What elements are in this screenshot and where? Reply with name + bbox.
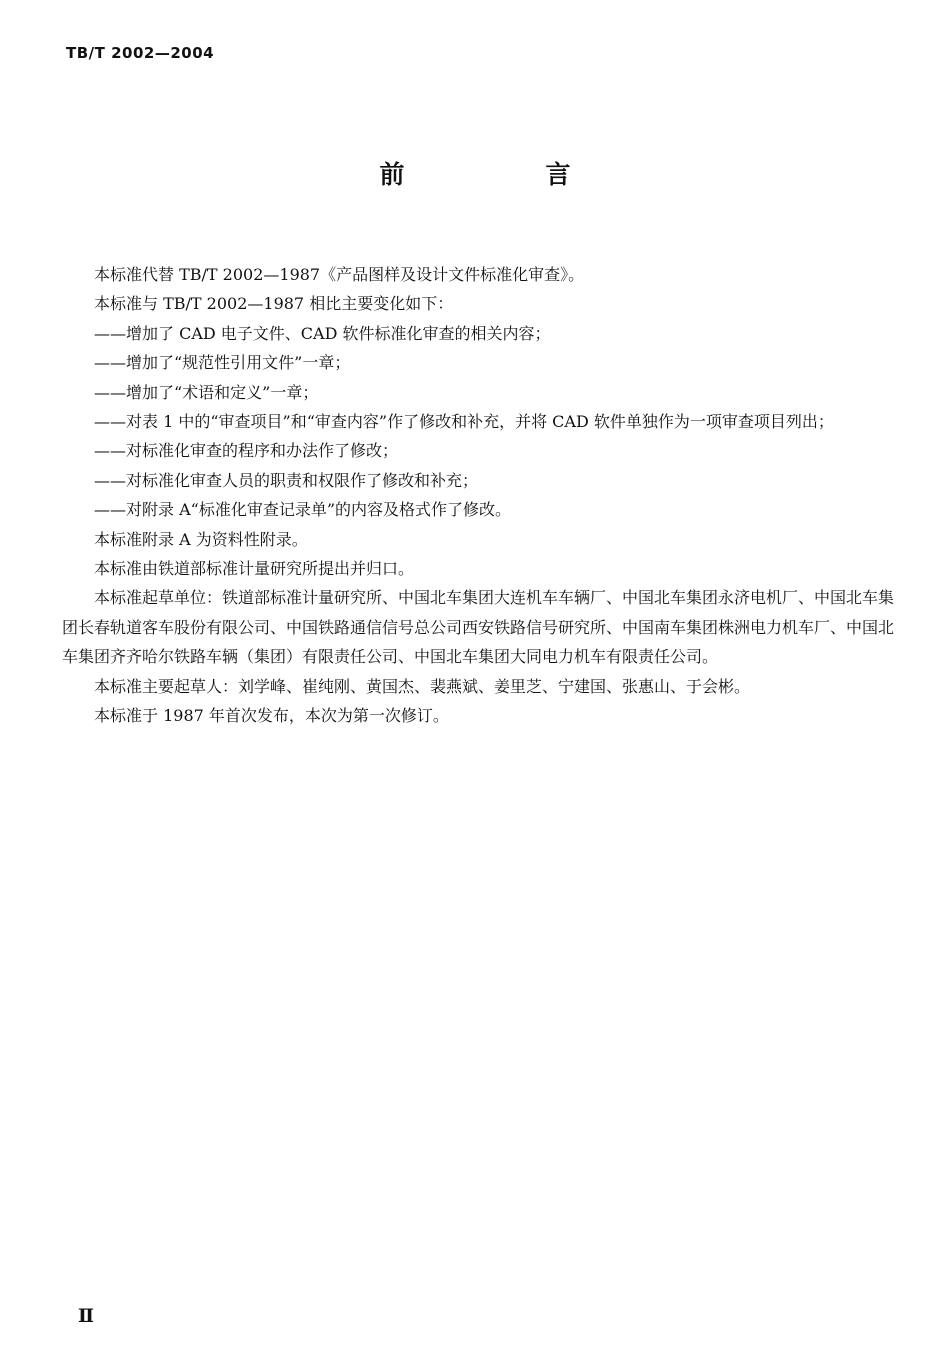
change-item: ——增加了 CAD 电子文件、CAD 软件标准化审查的相关内容； (94, 323, 551, 343)
paragraph-drafting-units: 本标准起草单位：铁道部标准计量研究所、中国北车集团大连机车车辆厂、中国北车集团永济电机厂、中国北车集团长春轨道客车股份有限公司、中国铁路通信信号总公司西安铁路信号研究所、中国南车集团株洲电力机车厂、中国北车集团齐齐哈尔铁路车辆（集团）有限责任公司、中国北车集团大同电力机车有限责任公司。 (62, 588, 895, 667)
foreword-body (62, 260, 894, 731)
paragraph-appendix: 本标准附录 A 为资料性附录。 (94, 529, 308, 549)
change-item: ——对表 1 中的“审查项目”和“审查内容”作了修改和补充，并将 CAD 软件单独作为一项审查项目列出； (94, 412, 834, 432)
paragraph-changes-intro: 本标准与 TB/T 2002—1987 相比主要变化如下： (94, 294, 454, 314)
paragraph-history: 本标准于 1987 年首次发布，本次为第一次修订。 (94, 706, 449, 726)
change-item: ——对标准化审查的程序和办法作了修改； (94, 441, 399, 461)
change-item: ——对附录 A“标准化审查记录单”的内容及格式作了修改。 (94, 500, 512, 520)
page-title: 前 言 (379, 160, 629, 189)
change-item: ——增加了“术语和定义”一章； (94, 382, 319, 402)
paragraph-replaces: 本标准代替 TB/T 2002—1987《产品图样及设计文件标准化审查》。 (94, 265, 585, 284)
change-item: ——增加了“规范性引用文件”一章； (94, 353, 351, 373)
standard-code: TB/T 2002—2004 (66, 44, 215, 62)
paragraph-proposer: 本标准由铁道部标准计量研究所提出并归口。 (94, 559, 415, 579)
page-number: Ⅱ (78, 1305, 95, 1327)
change-item: ——对标准化审查人员的职责和权限作了修改和补充； (94, 470, 479, 490)
paragraph-drafters: 本标准主要起草人：刘学峰、崔纯刚、黄国杰、裴燕斌、姜里芝、宁建国、张惠山、于会彬。 (94, 676, 751, 696)
